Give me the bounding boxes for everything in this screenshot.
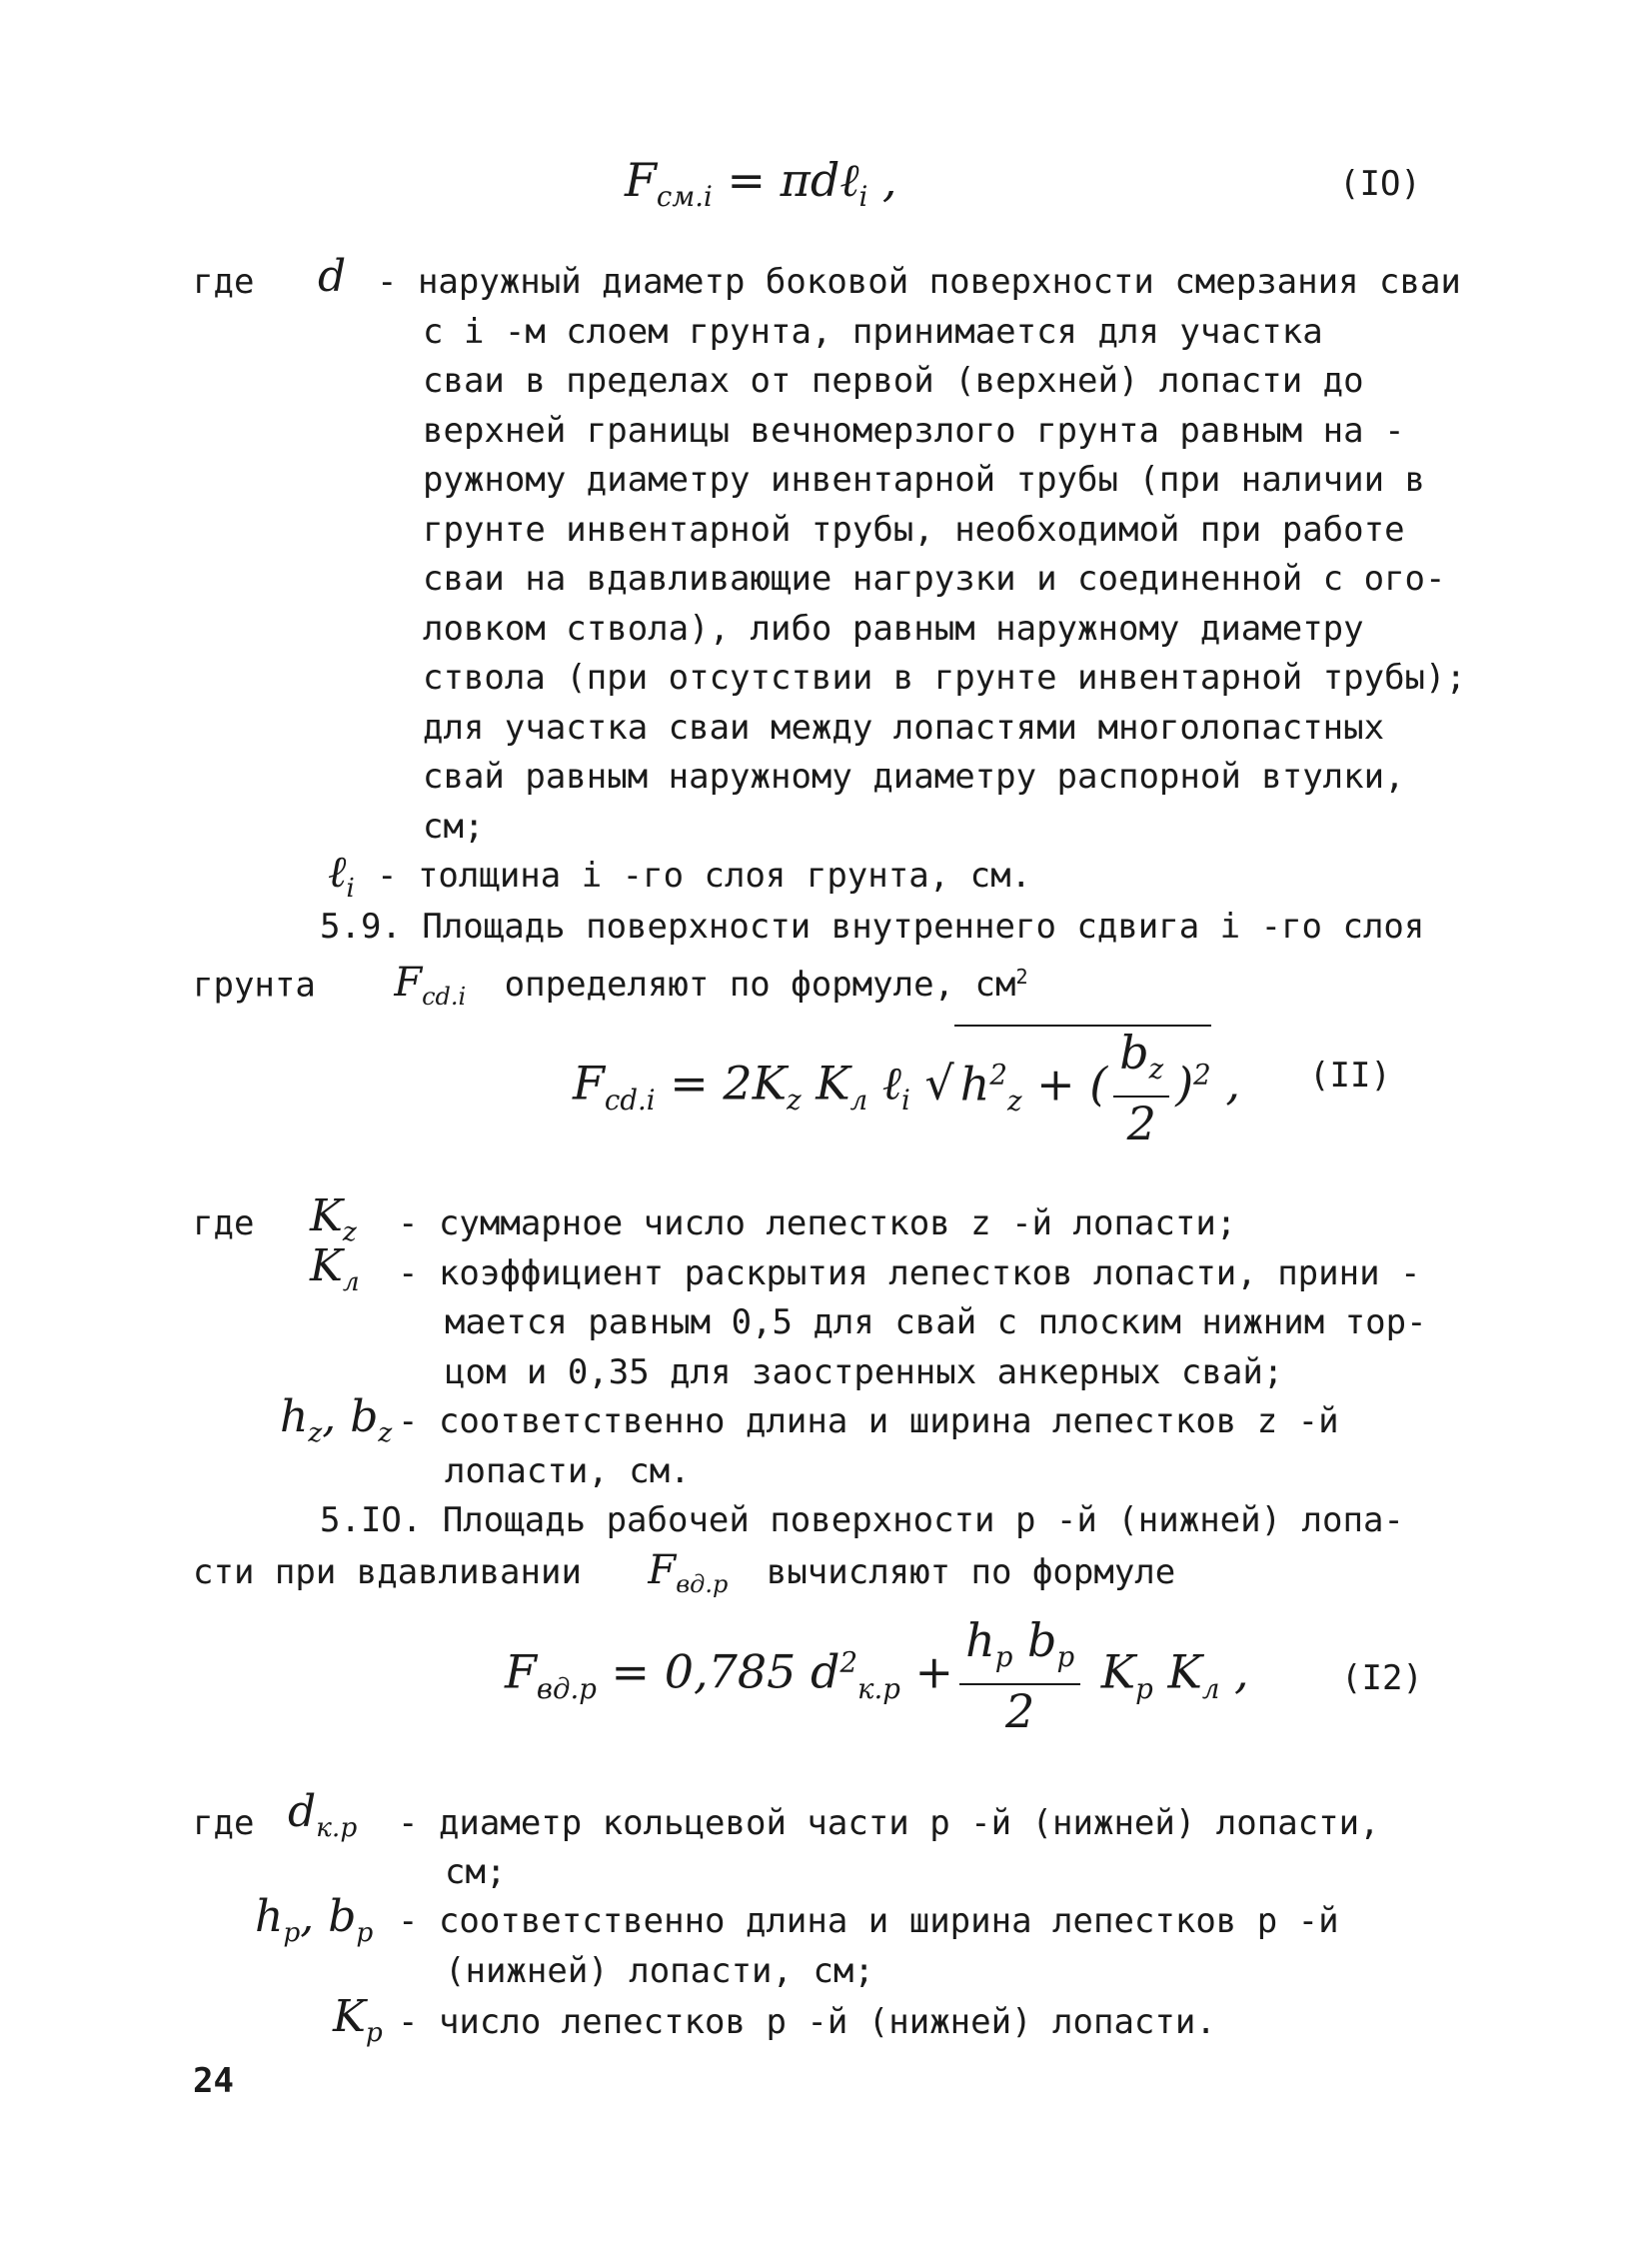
hz-desc-line-1: - соответственно длина и ширина лепестков z -й — [398, 1401, 1339, 1441]
fcd-base: F — [394, 960, 423, 1007]
hp-desc-line-1: - соответственно длина и ширина лепестков p -й — [398, 1901, 1339, 1941]
para-5-9-line-1: 5.9. Площадь поверхности внутреннего сдвига i -го слоя — [320, 907, 1425, 947]
symbol-kl — [310, 1241, 360, 1307]
eq12-frac-b: b — [1012, 1613, 1057, 1667]
eq10-symbol: F — [625, 153, 657, 207]
eq11-h-sup: 2 — [989, 1058, 1007, 1092]
eq11-h: h — [959, 1057, 990, 1112]
eq11-li-sub: i — [900, 1083, 910, 1117]
d-desc-line-8: ловком ствола), либо равным наружному диаметру — [423, 609, 1364, 649]
eq11-h-sub: z — [1006, 1084, 1022, 1118]
where-label-3: где — [193, 1803, 255, 1843]
fvd-sub: вд.p — [676, 1570, 729, 1598]
eq11-mid: = 2K — [655, 1056, 788, 1111]
para-5-10-symbol — [648, 1547, 729, 1598]
hp-base: h — [255, 1891, 284, 1942]
fvd-base: F — [648, 1547, 677, 1593]
d-desc-line-9: ствола (при отсутствии в грунте инвентарной трубы); — [423, 658, 1466, 698]
symbol-hp-bp — [255, 1892, 373, 1958]
symbol-hz-bz — [280, 1392, 392, 1458]
eq10-rhs: = πdℓ — [712, 153, 859, 207]
para-5-9-symbol — [394, 960, 467, 1012]
sqrt-sign-icon: √ — [924, 1056, 954, 1111]
kl-base: K — [310, 1240, 343, 1291]
eq11-fraction — [1113, 1027, 1169, 1149]
eq12-plus: + — [899, 1644, 954, 1699]
eq11-frac-num-sub: z — [1148, 1053, 1164, 1087]
eq12-lhs-sub: вд.p — [536, 1671, 597, 1705]
d-desc-line-3: сваи в пределах от первой (верхней) лопасти до — [423, 361, 1364, 401]
symbol-d: d — [318, 251, 347, 302]
hz-desc-line-2: лопасти, см. — [445, 1451, 691, 1491]
dkp-desc-line-1: - диаметр кольцевой части p -й (нижней) лопасти, — [398, 1803, 1380, 1843]
where-label-2: где — [193, 1203, 255, 1243]
dkp-sub: к.p — [316, 1811, 358, 1843]
dkp-base: d — [288, 1786, 317, 1837]
eq12-kp: K — [1086, 1644, 1136, 1699]
eq10-sub: см.i — [656, 180, 713, 214]
eq12-frac-h: h — [965, 1613, 995, 1667]
para-5-9-text: определяют по формуле, см — [504, 965, 1016, 1006]
eq10-rhs-sub: i — [858, 180, 868, 214]
equation-11 — [573, 1025, 1240, 1149]
eq12-d-sub: к.p — [857, 1671, 900, 1705]
eq11-sqrt — [954, 1025, 1211, 1149]
eq12-kl: K — [1152, 1644, 1202, 1699]
eq11-kz-sub: z — [787, 1083, 802, 1117]
fcd-sub: cd.i — [422, 983, 467, 1012]
kl-desc-line-1: - коэффициент раскрытия лепестков лопасти, прини - — [398, 1253, 1421, 1293]
para-5-10-line-1: 5.IO. Площадь рабочей поверхности p -й (нижней) лопа- — [320, 1500, 1404, 1540]
d-desc-line-7: сваи на вдавливающие нагрузки и соединенной с ого- — [423, 559, 1446, 599]
symbol-dkp — [288, 1787, 357, 1853]
kl-desc-line-3: цом и 0,35 для заостренных анкерных свай; — [445, 1352, 1284, 1392]
eq12-lhs: F — [505, 1644, 537, 1699]
kl-desc-line-2: мается равным 0,5 для свай с плоским нижним тор- — [445, 1302, 1427, 1342]
kl-sub: л — [342, 1265, 360, 1297]
para-5-10-text-a: сти при вдавливании — [193, 1552, 582, 1592]
eq11-lhs: F — [573, 1056, 605, 1111]
bz-sub: z — [378, 1416, 393, 1448]
d-desc-line-12: см; — [423, 807, 485, 847]
d-desc-line-10: для участка сваи между лопастями многолопастных — [423, 708, 1385, 748]
kz-base: K — [310, 1190, 343, 1241]
eq11-tail: , — [1210, 1056, 1240, 1111]
para-5-9-line-2 — [193, 953, 1028, 1023]
eq11-kl-sub: л — [849, 1083, 868, 1117]
dkp-desc-line-2: см; — [445, 1852, 507, 1892]
d-desc-line-2: с i -м слоем грунта, принимается для участка — [423, 312, 1323, 352]
where-label: где — [193, 262, 255, 302]
eq11-close-sup: 2 — [1193, 1058, 1211, 1092]
eq11-kl: K — [801, 1056, 850, 1111]
bp-base: , b — [300, 1891, 357, 1942]
equation-10-number: (IO) — [1339, 164, 1421, 204]
eq11-plus: + ( — [1021, 1057, 1108, 1112]
d-desc-line-6: грунте инвентарной трубы, необходимой при работе — [423, 510, 1405, 550]
equation-12 — [505, 1614, 1249, 1737]
li-desc: - толщина i -го слоя грунта, см. — [377, 856, 1032, 896]
eq12-frac-den: 2 — [1005, 1684, 1035, 1739]
hp-sub: p — [283, 1916, 301, 1948]
eq11-close: ) — [1175, 1057, 1194, 1112]
li-base: ℓ — [328, 847, 347, 898]
symbol-kp — [333, 1992, 383, 2058]
eq12-kp-sub: p — [1135, 1671, 1153, 1705]
para-5-9-grunta: грунта — [193, 965, 316, 1006]
equation-10 — [625, 150, 897, 227]
eq12-tail: , — [1219, 1644, 1249, 1699]
eq12-d-sup: 2 — [839, 1645, 858, 1679]
equation-11-number: (II) — [1309, 1056, 1391, 1096]
equation-12-number: (I2) — [1341, 1658, 1423, 1698]
eq11-lhs-sub: cd.i — [604, 1083, 656, 1117]
li-sub: i — [346, 872, 355, 904]
kp-sub: p — [365, 2016, 383, 2048]
bp-sub: p — [356, 1916, 374, 1948]
d-desc-line-4: верхней границы вечномерзлого грунта равным на - — [423, 411, 1405, 451]
eq12-frac-h-sub: p — [994, 1640, 1013, 1674]
eq11-li: ℓ — [867, 1056, 901, 1111]
eq11-frac-num: b — [1119, 1026, 1149, 1080]
eq12-fraction — [959, 1614, 1080, 1737]
d-desc-line-11: свай равным наружному диаметру распорной втулки, — [423, 757, 1405, 797]
para-5-10-text-b: вычисляют по формуле — [766, 1552, 1176, 1592]
eq12-frac-b-sub: p — [1056, 1640, 1075, 1674]
eq12-kl-sub: л — [1201, 1671, 1220, 1705]
hp-desc-line-2: (нижней) лопасти, см; — [445, 1951, 874, 1991]
eq10-tail: , — [867, 153, 897, 207]
kp-desc: - число лепестков p -й (нижней) лопасти. — [398, 2002, 1216, 2042]
para-5-10-line-2 — [193, 1546, 1175, 1610]
eq11-frac-den: 2 — [1126, 1097, 1156, 1151]
kz-sub: z — [342, 1215, 357, 1247]
eq12-mid: = 0,785 d — [596, 1644, 840, 1699]
bz-base: , b — [322, 1391, 379, 1442]
hz-base: h — [280, 1391, 309, 1442]
page-number: 24 — [193, 2061, 234, 2101]
d-desc-line-1: - наружный диаметр боковой поверхности смерзания сваи — [377, 262, 1461, 302]
d-desc-line-5: ружному диаметру инвентарной трубы (при наличии в — [423, 460, 1426, 500]
hz-sub: z — [308, 1416, 323, 1448]
kz-desc: - суммарное число лепестков z -й лопасти; — [398, 1203, 1237, 1243]
kp-base: K — [333, 1991, 366, 2042]
para-5-9-sup: 2 — [1015, 965, 1028, 989]
